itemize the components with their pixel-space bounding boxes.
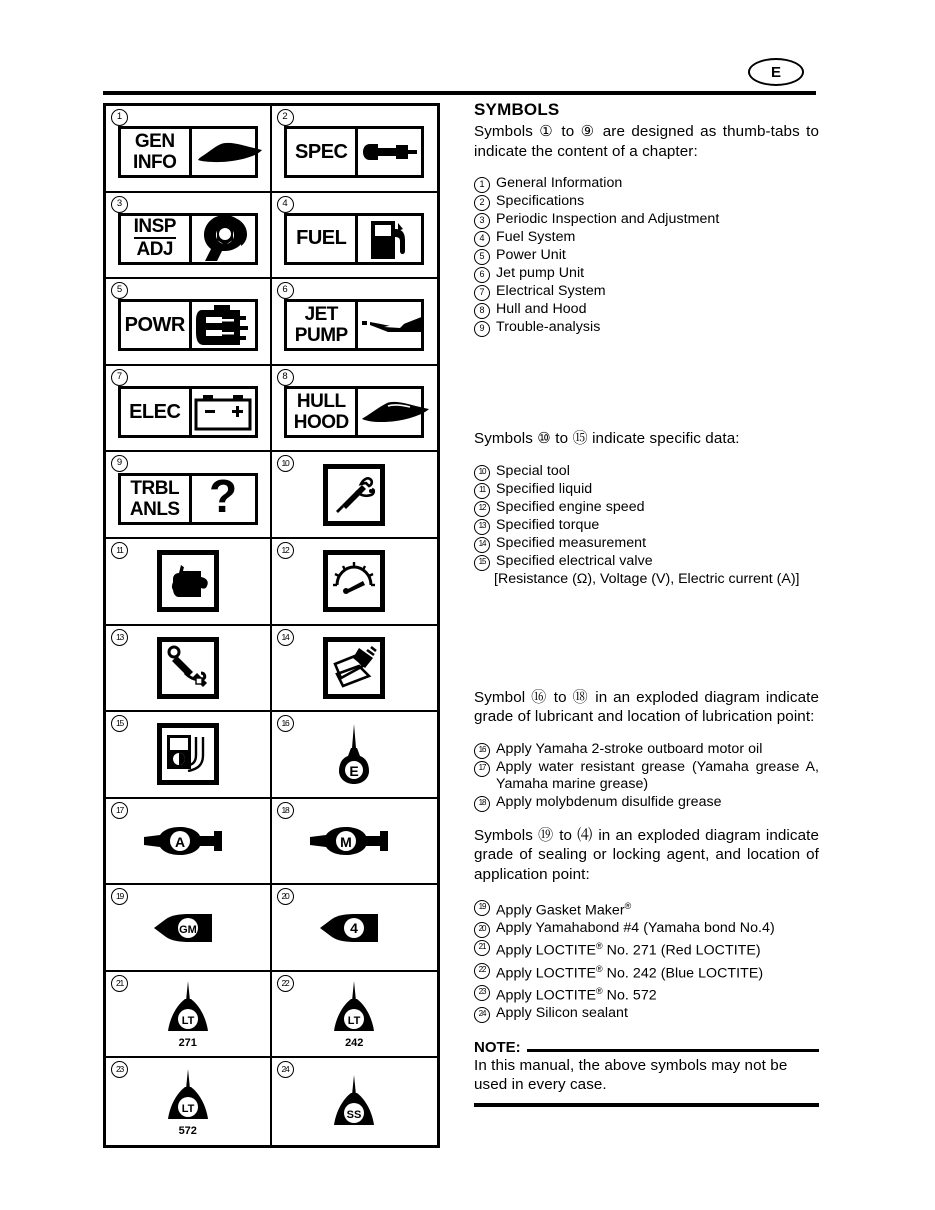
thumb-tab-label-line: INFO: [133, 152, 177, 174]
symbol-graphic-21: [159, 979, 217, 1049]
list-item-label: Fuel System: [496, 229, 576, 245]
symbol-number-19: 19: [111, 888, 128, 905]
list-item: [474, 283, 819, 301]
thumb-tab-label: [287, 302, 358, 348]
list-item-number: 22: [474, 963, 490, 979]
list-item-label: Apply Silicon sealant: [496, 1004, 628, 1021]
symbol-number-23: 23: [111, 1061, 128, 1078]
thumb-tab-label-line: INSP: [133, 216, 176, 238]
registered-mark: ®: [596, 985, 603, 996]
loctite-bottle-icon: [325, 1073, 383, 1131]
oil-bottle-icon: [334, 722, 374, 786]
registered-mark: ®: [624, 901, 632, 912]
note-bottom-divider: [474, 1103, 819, 1107]
torque-wrench-icon: [157, 637, 219, 699]
lubricant-list: [474, 741, 819, 812]
thumb-tab-label-line: HOOD: [293, 412, 349, 434]
list-item-number: 13: [474, 519, 490, 535]
list-item-number: 24: [474, 1007, 490, 1023]
symbol-number-22: 22: [277, 975, 294, 992]
symbol-cell-22: [272, 972, 438, 1059]
tachometer-icon: [323, 550, 385, 612]
symbol-graphic-18: [308, 823, 400, 859]
list-item-number: 1: [474, 177, 490, 193]
question-mark-icon: [192, 473, 255, 522]
thumb-tab-label-line: TRBL: [130, 477, 180, 499]
thumb-tab-label-line: ADJ: [136, 239, 173, 261]
list-item-label: Apply water resistant grease (Yamaha grease A, Yamaha marine grease): [496, 758, 819, 793]
note-label: NOTE:: [474, 1038, 521, 1056]
micrometer-icon: [358, 129, 421, 175]
loctite-bottle-icon: [159, 1067, 217, 1125]
list-item: [474, 759, 819, 794]
symbol-cell-5: [106, 279, 272, 366]
list-item-label: Apply Gasket Maker®: [496, 901, 632, 919]
svg-text:SS: SS: [346, 1108, 362, 1121]
thumb-tab-2: [284, 126, 424, 178]
symbol-cell-18: [272, 799, 438, 886]
list-item-number: 6: [474, 267, 490, 283]
list-item: [474, 553, 819, 571]
list-item-number: 12: [474, 501, 490, 517]
list-item: [474, 499, 819, 517]
list-item-number: 8: [474, 303, 490, 319]
symbol-number-4: 4: [277, 196, 294, 213]
thumb-tab-9: [118, 473, 258, 525]
thumb-tab-label-line: SPEC: [295, 140, 348, 163]
symbol-cell-20: [272, 885, 438, 972]
specific-data-list: [474, 463, 819, 571]
symbol-number-7: 7: [111, 369, 128, 386]
symbol-cell-24: [272, 1058, 438, 1145]
list-item-number: 15: [474, 555, 490, 571]
svg-text:M: M: [340, 833, 353, 850]
thumb-tab-label-line: GEN: [134, 131, 175, 153]
list-item: [474, 481, 819, 499]
thumb-tab-label-line: ELEC: [129, 400, 181, 423]
thumb-tab-label: [121, 129, 192, 175]
symbol-cell-14: [272, 626, 438, 713]
list-item-number: 20: [474, 922, 490, 938]
thumb-tab-label: [121, 216, 192, 262]
symbol-number-16: 16: [277, 715, 294, 732]
svg-text:4: 4: [350, 919, 359, 936]
svg-text:LT: LT: [181, 1102, 195, 1115]
list-item: [474, 175, 819, 193]
symbol-grid: [103, 103, 440, 1148]
list-item: [474, 517, 819, 535]
symbol-graphic-22: [325, 979, 383, 1049]
svg-text:GM: GM: [178, 923, 197, 936]
list-item-label: Apply molybdenum disulfide grease: [496, 793, 722, 810]
list-item-label: Hull and Hood: [496, 301, 587, 317]
list-item: [474, 794, 819, 812]
list-item-number: 11: [474, 483, 490, 499]
list-item-label: Specifications: [496, 193, 585, 209]
symbol-number-11: 11: [111, 542, 128, 559]
symbol-number-12: 12: [277, 542, 294, 559]
symbol-number-2: 2: [277, 109, 294, 126]
list-item-number: 21: [474, 940, 490, 956]
svg-text:LT: LT: [347, 1015, 361, 1028]
svg-text:?: ?: [209, 473, 238, 522]
hull-watercraft-icon: [358, 389, 432, 435]
thumb-tab-6: [284, 299, 424, 351]
list-item-number: 18: [474, 796, 490, 812]
sealant-tube-icon: [316, 911, 392, 945]
list-item: [474, 983, 819, 1005]
symbol-number-1: 1: [111, 109, 128, 126]
thumb-tab-label-line: ANLS: [129, 498, 180, 520]
thumb-tab-4: [284, 213, 424, 265]
list-item-label: Specified torque: [496, 516, 600, 533]
list-item-number: 9: [474, 321, 490, 337]
loctite-bottle-icon: [159, 979, 217, 1037]
intro-paragraph: Symbols ① to ⑨ are designed as thumb-tabs to indicate the content of a chapter:: [474, 123, 819, 160]
thumb-tab-label: [287, 389, 358, 435]
symbol-number-3: 3: [111, 196, 128, 213]
symbol-number-6: 6: [277, 282, 294, 299]
thumb-tab-label-line: POWR: [124, 313, 185, 336]
measurement-caliper-icon: [323, 637, 385, 699]
page-language-marker: E: [748, 58, 804, 86]
fuel-pump-icon: [358, 216, 421, 262]
symbol-cell-9: [106, 452, 272, 539]
thumb-tab-label-line: HULL: [296, 391, 346, 413]
symbol-number-17: 17: [111, 802, 128, 819]
wrench-nut-icon: [192, 216, 255, 262]
list-item: [474, 319, 819, 337]
symbol-number-18: 18: [277, 802, 294, 819]
grease-gun-icon: [142, 823, 234, 859]
list-item-number: 17: [474, 761, 490, 777]
list-item-number: 2: [474, 195, 490, 211]
svg-text:A: A: [174, 833, 185, 850]
sealant-tube-icon: [150, 911, 226, 945]
list-item-label: Special tool: [496, 462, 570, 479]
symbol-cell-4: [272, 193, 438, 280]
loctite-bottle-icon: [325, 979, 383, 1037]
list-item-number: 4: [474, 231, 490, 247]
list-item-number: 7: [474, 285, 490, 301]
list-item-label-tail: No. 242 (Blue LOCTITE): [602, 965, 764, 982]
list-item-label: Apply LOCTITE® No. 271 (Red LOCTITE): [496, 941, 761, 960]
symbol-number-8: 8: [277, 369, 294, 386]
symbol-code-22: 242: [345, 1037, 364, 1050]
list-item-label: Apply Yamaha 2-stroke outboard motor oil: [496, 740, 763, 757]
thumb-tab-label-line: PUMP: [294, 325, 348, 347]
specific-data-intro: Symbols ⑩ to ⑮ indicate specific data:: [474, 430, 740, 447]
symbol-cell-11: [106, 539, 272, 626]
symbol-cell-15: [106, 712, 272, 799]
list-item-label: General Information: [496, 175, 623, 191]
jet-pump-icon: [358, 302, 428, 348]
registered-mark: ®: [596, 963, 603, 974]
symbol-number-9: 9: [111, 455, 128, 472]
thumb-tab-1: [118, 126, 258, 178]
list-item-label-tail: No. 572: [602, 987, 657, 1004]
symbol-graphic-17: [142, 823, 234, 859]
symbol-number-24: 24: [277, 1061, 294, 1078]
list-item-label: Apply Yamahabond #4 (Yamaha bond No.4): [496, 920, 775, 937]
symbol-graphic-24: [325, 1073, 383, 1131]
symbol-number-14: 14: [277, 629, 294, 646]
list-item-number: 3: [474, 213, 490, 229]
thumb-tab-7: [118, 386, 258, 438]
lubricant-intro: Symbol ⑯ to ⑱ in an exploded diagram indicate grade of lubricant and location of lubrication point:: [474, 688, 819, 726]
note-text: In this manual, the above symbols may not be used in every case.: [474, 1056, 788, 1094]
symbol-cell-6: [272, 279, 438, 366]
list-item: [474, 961, 819, 983]
engine-icon: [192, 302, 255, 348]
symbol-cell-17: [106, 799, 272, 886]
oil-can-icon: [157, 550, 219, 612]
symbol-number-21: 21: [111, 975, 128, 992]
header-divider: [103, 91, 816, 95]
page-header: [103, 58, 816, 96]
note-rule: [527, 1049, 819, 1052]
thumb-tab-label: [121, 389, 192, 435]
list-item-label: Electrical System: [496, 283, 606, 299]
symbol-number-15: 15: [111, 715, 128, 732]
list-item-label-tail: No. 271 (Red LOCTITE): [602, 943, 761, 960]
svg-text:LT: LT: [181, 1015, 195, 1028]
symbol-number-13: 13: [111, 629, 128, 646]
symbol-cell-7: [106, 366, 272, 453]
thumb-tab-label: [287, 129, 358, 175]
symbol-cell-8: [272, 366, 438, 453]
list-item: [474, 229, 819, 247]
symbol-graphic-23: [159, 1067, 217, 1137]
thumb-tab-8: [284, 386, 424, 438]
list-item-label: Apply LOCTITE® No. 242 (Blue LOCTITE): [496, 963, 764, 982]
list-item-number: 5: [474, 249, 490, 265]
symbol-cell-23: [106, 1058, 272, 1145]
list-item-number: 10: [474, 465, 490, 481]
thumb-tab-label-line: FUEL: [296, 227, 347, 250]
thumb-tab-label: [287, 216, 358, 262]
list-item: [474, 301, 819, 319]
list-item-label: Specified engine speed: [496, 498, 645, 515]
specific-data-subnote: [Resistance (Ω), Voltage (V), Electric current (A)]: [494, 570, 800, 587]
chapter-list: [474, 175, 819, 337]
list-item-label: Specified measurement: [496, 534, 647, 551]
list-item-label: Apply LOCTITE® No. 572: [496, 985, 657, 1004]
symbol-cell-3: [106, 193, 272, 280]
registered-mark: ®: [596, 941, 603, 952]
sealing-intro: Symbols ⑲ to ⑷ in an exploded diagram indicate grade of sealing or locking agent, and location of application point:: [474, 826, 819, 883]
symbol-graphic-20: [316, 911, 392, 945]
symbol-number-5: 5: [111, 282, 128, 299]
list-item: [474, 1005, 819, 1023]
thumb-tab-5: [118, 299, 258, 351]
symbols-text-column: [474, 100, 819, 1107]
list-item: [474, 535, 819, 553]
symbol-graphic-16: [334, 722, 374, 786]
sealing-list: [474, 898, 819, 1023]
symbol-code-21: 271: [178, 1037, 197, 1050]
list-item-number: 23: [474, 985, 490, 1001]
thumb-tab-label: [121, 302, 192, 348]
grease-gun-icon: [308, 823, 400, 859]
symbol-cell-2: [272, 106, 438, 193]
list-item-label: Specified electrical valve: [496, 552, 653, 569]
symbol-cell-12: [272, 539, 438, 626]
symbol-cell-16: [272, 712, 438, 799]
note-heading: [474, 1039, 819, 1056]
list-item: [474, 211, 819, 229]
symbol-cell-13: [106, 626, 272, 713]
list-item: [474, 898, 819, 920]
list-item: [474, 938, 819, 960]
list-item-label: Jet pump Unit: [496, 265, 585, 281]
list-item: [474, 247, 819, 265]
list-item-number: 16: [474, 743, 490, 759]
symbol-cell-19: [106, 885, 272, 972]
symbol-code-23: 572: [178, 1124, 197, 1137]
list-item: [474, 920, 819, 938]
symbol-number-20: 20: [277, 888, 294, 905]
list-item-label: Periodic Inspection and Adjustment: [496, 211, 720, 227]
list-item: [474, 265, 819, 283]
symbol-number-10: 10: [277, 455, 294, 472]
special-tool-icon: [323, 464, 385, 526]
thumb-tab-label-line: JET: [304, 304, 338, 326]
symbol-graphic-19: [150, 911, 226, 945]
list-item-number: 19: [474, 900, 490, 916]
watercraft-icon: [192, 129, 266, 175]
symbol-cell-1: [106, 106, 272, 193]
thumb-tab-label: [121, 476, 192, 522]
list-item: [474, 193, 819, 211]
list-item-label: Power Unit: [496, 247, 566, 263]
list-item-label: Trouble-analysis: [496, 319, 601, 335]
page-title: SYMBOLS: [474, 100, 560, 119]
multimeter-icon: [157, 723, 219, 785]
list-item-number: 14: [474, 537, 490, 553]
list-item-label: Specified liquid: [496, 480, 593, 497]
symbol-cell-21: [106, 972, 272, 1059]
thumb-tab-3: [118, 213, 258, 265]
svg-text:E: E: [349, 763, 359, 780]
list-item: [474, 463, 819, 481]
battery-icon: [192, 389, 255, 435]
symbol-cell-10: [272, 452, 438, 539]
list-item: [474, 741, 819, 759]
